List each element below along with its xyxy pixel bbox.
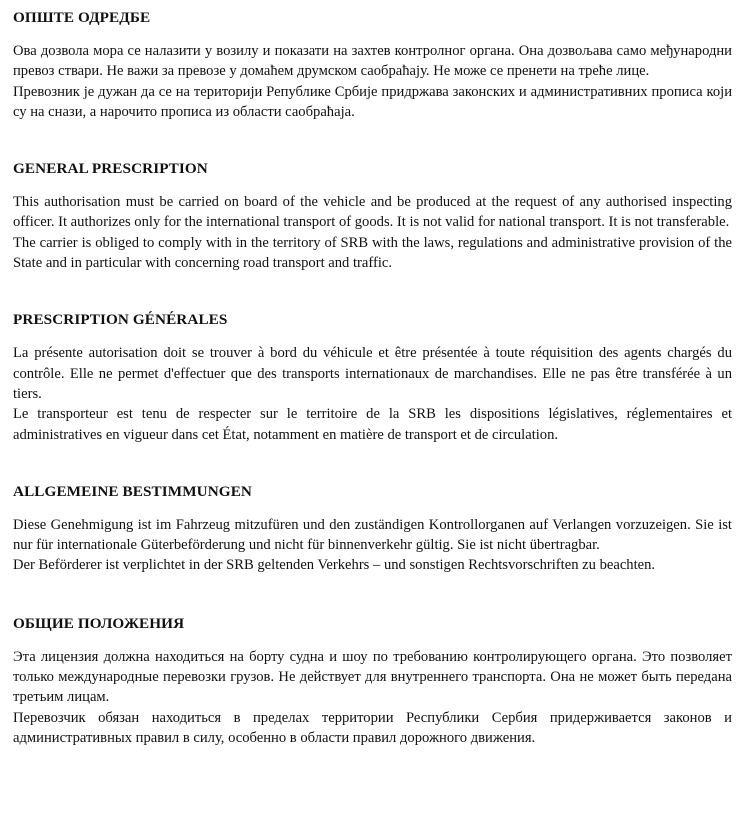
section-heading: PRESCRIPTION GÉNÉRALES — [13, 311, 228, 329]
section-heading: ОПШТЕ ОДРЕДБЕ — [13, 9, 151, 26]
section-paragraph: Le transporteur est tenu de respecter sur le territoire de la SRB les dispositions législatives, réglementaires et administratives en vigueur dans cet État, notamment en matière de transport et de circulation. — [13, 406, 732, 443]
section-heading: ALLGEMEINE BESTIMMUNGEN — [13, 482, 253, 500]
section-paragraph: This authorisation must be carried on board of the vehicle and be produced at the request of any authorised inspecting officer. It authorizes only for the international transport of goods. It is not valid for national transport. It is not transferable. — [13, 194, 732, 231]
section-serbian — [13, 8, 732, 122]
section-russian — [13, 614, 732, 748]
section-french — [13, 310, 732, 444]
section-paragraph: The carrier is obliged to comply with in the territory of SRB with the laws, regulations and administrative provision of the State and in particular with concerning road transport and traffic. — [13, 234, 732, 272]
section-heading: ОБЩИЕ ПОЛОЖЕНИЯ — [13, 614, 185, 632]
section-paragraph: Diese Genehmigung ist im Fahrzeug mitzufüren und den zuständigen Kontrollorganen auf Verlangen vorzuzeigen. Sie ist nur für internationale Güterbeförderung und nicht für binnenverkehr gültig. Sie ist nicht übertragbar. — [13, 516, 732, 554]
section-paragraph: Эта лицензия должна находиться на борту судна и шоу по требованию контролирующего органа. Это позволяет только международные перевозки грузов. Не действует для внутреннего транспорта. Она не может быть передана третьим лицам. — [13, 648, 732, 706]
section-paragraph: Перевозчик обязан находиться в пределах территории Республики Сербия придерживается законов и административных правил в силу, особенно в области правил дорожного движения. — [13, 709, 732, 746]
section-english — [13, 159, 732, 273]
section-heading: GENERAL PRESCRIPTION — [13, 160, 208, 178]
section-paragraph: Превозник је дужан да се на територији Републике Србије придржава законских и административних прописа који су на снази, а нарочито прописа из области саобраћаја. — [13, 83, 732, 120]
section-paragraph: Der Beförderer ist verplichtet in der SRB geltenden Verkehrs – und sonstigen Rechtsvorschriften zu beachten. — [13, 557, 656, 574]
section-german — [13, 482, 732, 576]
section-paragraph: La présente autorisation doit se trouver à bord du véhicule et être présentée à toute réquisition des agents chargés du contrôle. Elle ne permet d'effectuer que des transports internationaux de marchandises. Elle ne pas être transférée à un tiers. — [13, 345, 732, 402]
section-paragraph: Ова дозвола мора се налазити у возилу и показати на захтев контролног органа. Она дозвољава само међународни превоз ствари. Не важи за превозе у домаћем друмском саобраћају. Не може се пренети на треће лице. — [13, 43, 732, 80]
